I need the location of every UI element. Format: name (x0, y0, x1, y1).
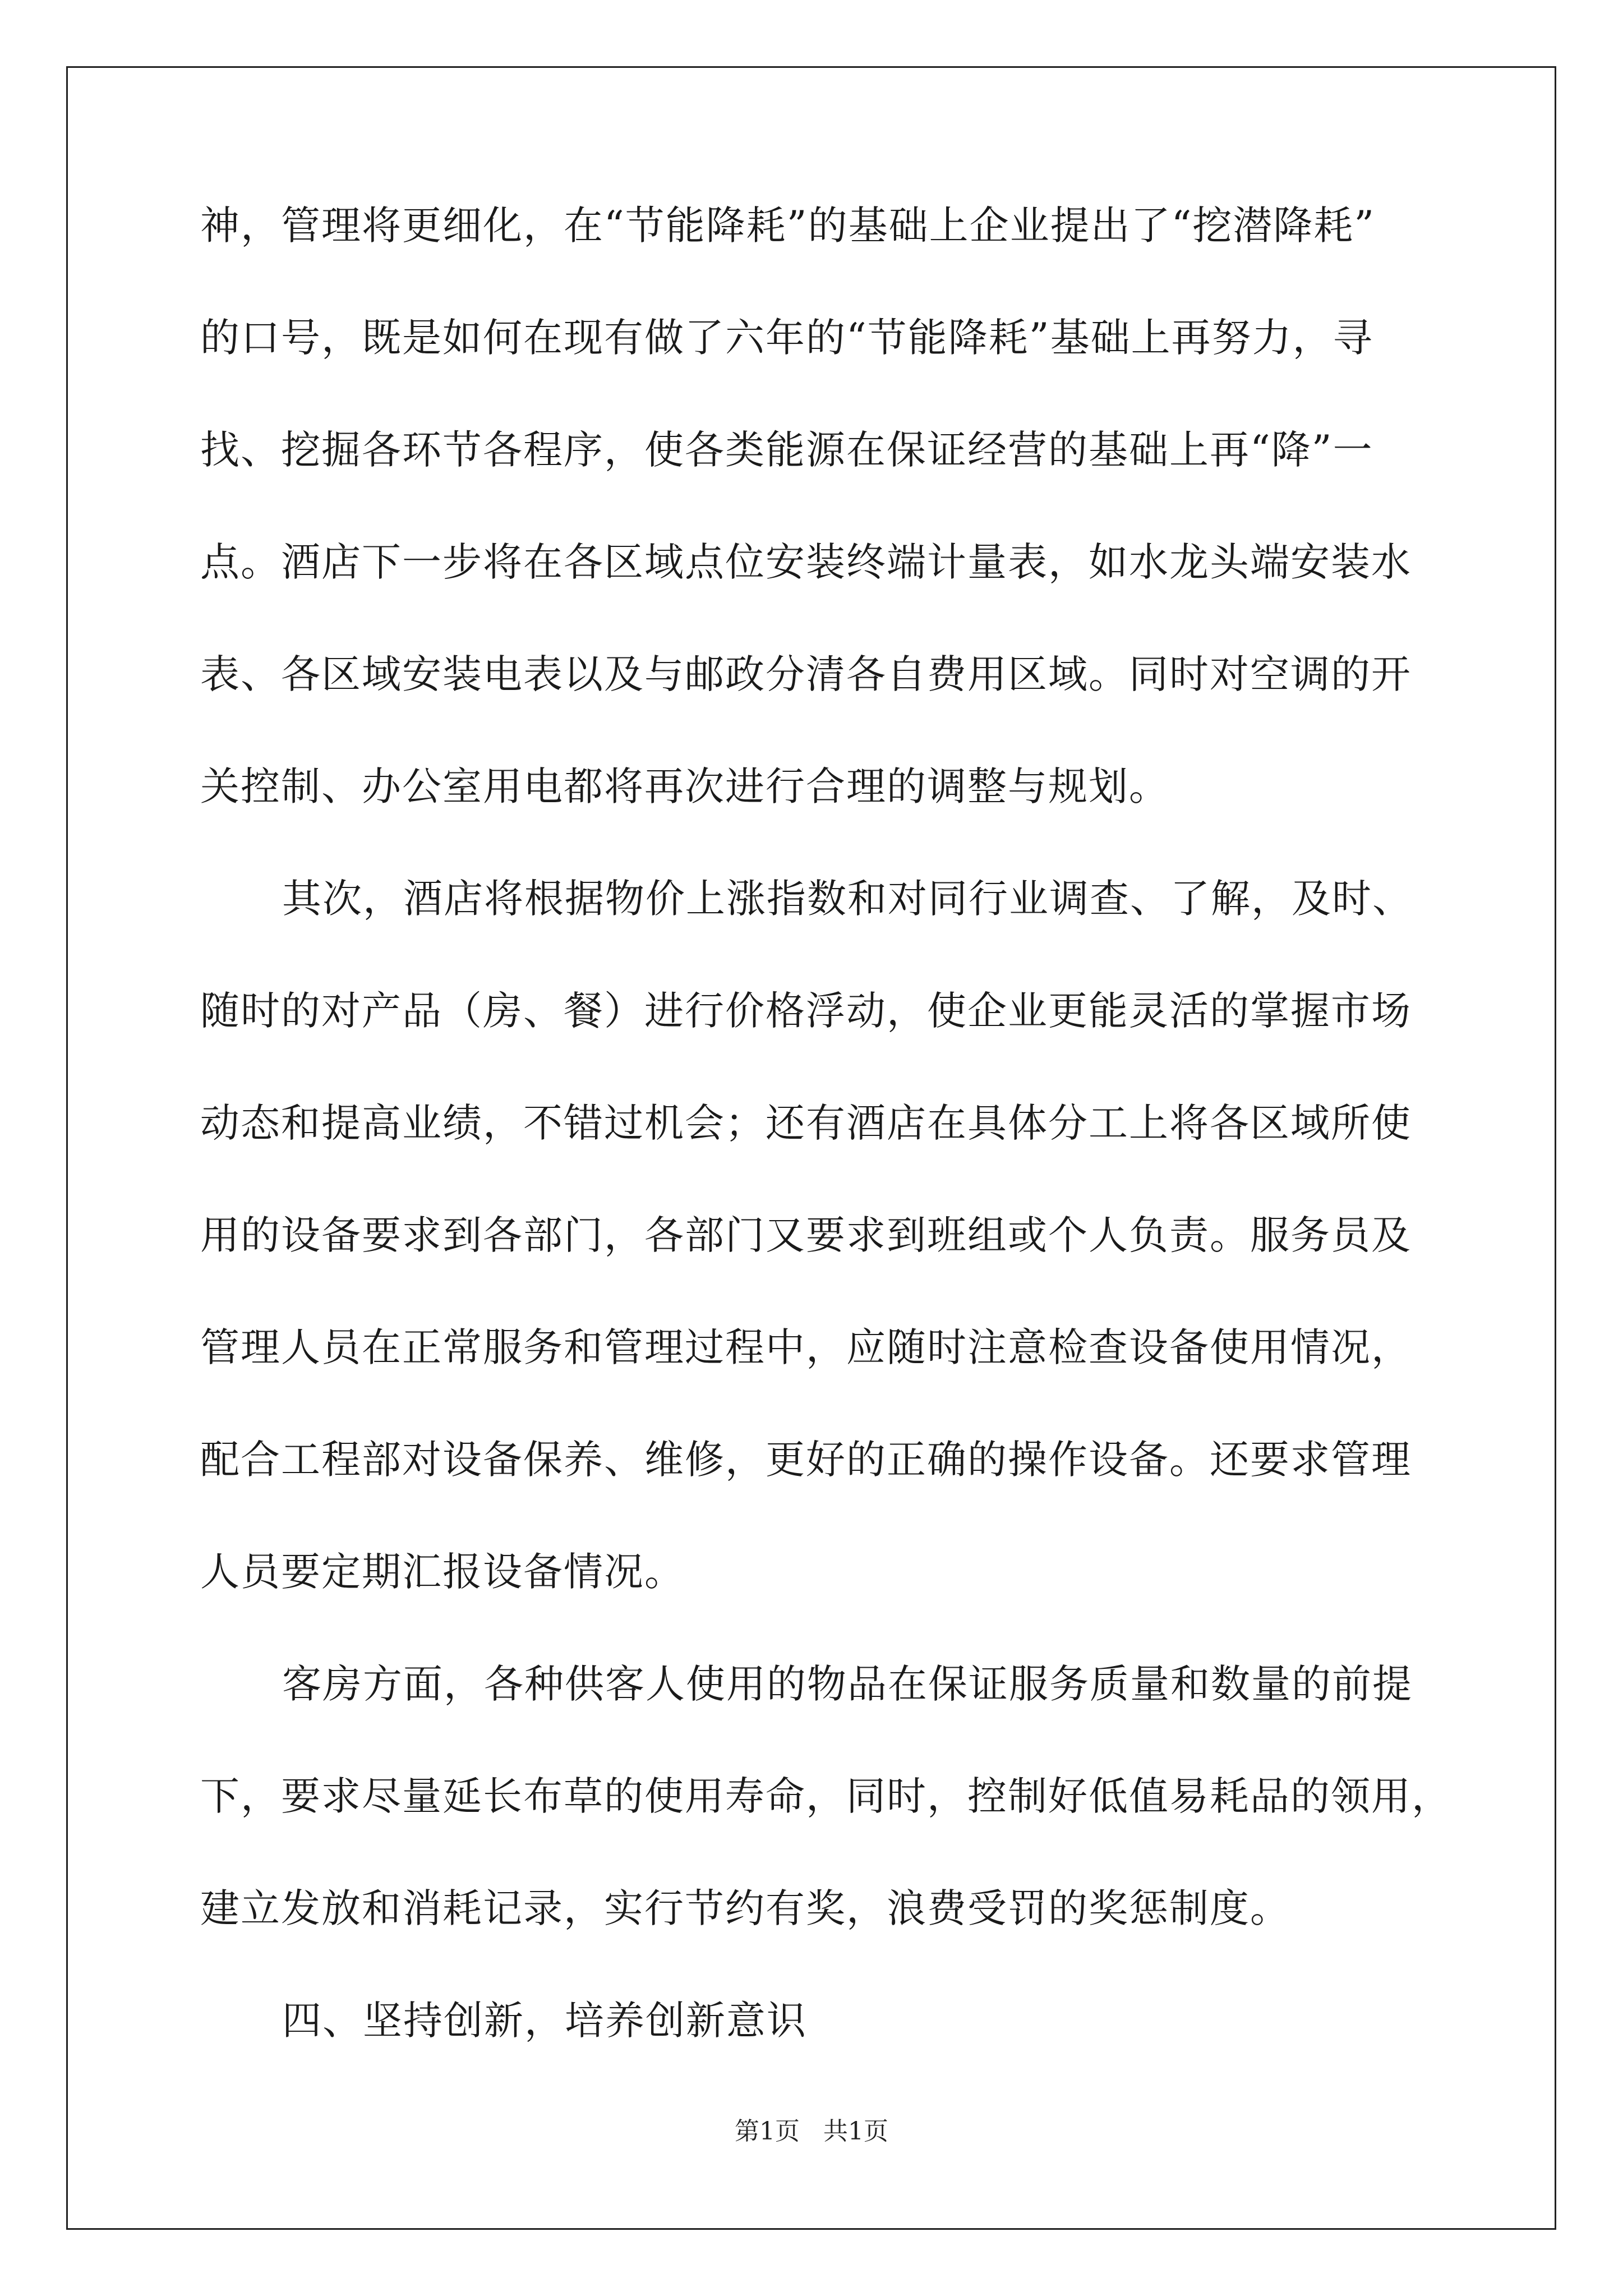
document-body (200, 169, 1452, 2077)
text-line: 客房方面，各种供客人使用的物品在保证服务质量和数量的前提 (282, 1661, 1413, 1707)
text-line: 随时的对产品（房、餐）进行价格浮动，使企业更能灵活的掌握市场 (200, 988, 1412, 1034)
section-heading (200, 1964, 1423, 2077)
text-line: 的口号，既是如何在现有做了六年的“节能降耗”基础上再努力，寻 (200, 315, 1373, 361)
page-footer (0, 2115, 1623, 2148)
text-line: 找、挖掘各环节各程序，使各类能源在保证经营的基础上再“降”一 (200, 427, 1373, 473)
text-line: 用的设备要求到各部门，各部门又要求到班组或个人负责。服务员及 (200, 1212, 1412, 1258)
page-total: 共1页 (823, 2117, 888, 2146)
text-line: 建立发放和消耗记录，实行节约有奖，浪费受罚的奖惩制度。 (200, 1885, 1290, 1931)
text-line: 神，管理将更细化，在“节能降耗”的基础上企业提出了“挖潜降耗” (200, 203, 1376, 249)
text-line: 表、各区域安装电表以及与邮政分清各自费用区域。同时对空调的开 (200, 651, 1412, 697)
paragraph (200, 843, 1423, 1628)
paragraph (200, 169, 1423, 843)
text-line: 点。酒店下一步将在各区域点位安装终端计量表，如水龙头端安装水 (200, 539, 1412, 585)
text-line: 四、坚持创新，培养创新意识 (282, 1998, 807, 2044)
text-line: 人员要定期汇报设备情况。 (200, 1549, 685, 1595)
page-number: 第1页 (735, 2117, 800, 2146)
text-line: 配合工程部对设备保养、维修，更好的正确的操作设备。还要求管理 (200, 1437, 1412, 1483)
text-line: 关控制、办公室用电都将再次进行合理的调整与规划。 (200, 763, 1169, 809)
text-line: 下，要求尽量延长布草的使用寿命，同时，控制好低值易耗品的领用， (200, 1773, 1452, 1819)
paragraph (200, 1628, 1452, 1964)
text-line: 其次，酒店将根据物价上涨指数和对同行业调查、了解，及时、 (282, 876, 1413, 922)
text-line: 动态和提高业绩，不错过机会；还有酒店在具体分工上将各区域所使 (200, 1100, 1412, 1146)
text-line: 管理人员在正常服务和管理过程中，应随时注意检查设备使用情况， (200, 1324, 1412, 1370)
